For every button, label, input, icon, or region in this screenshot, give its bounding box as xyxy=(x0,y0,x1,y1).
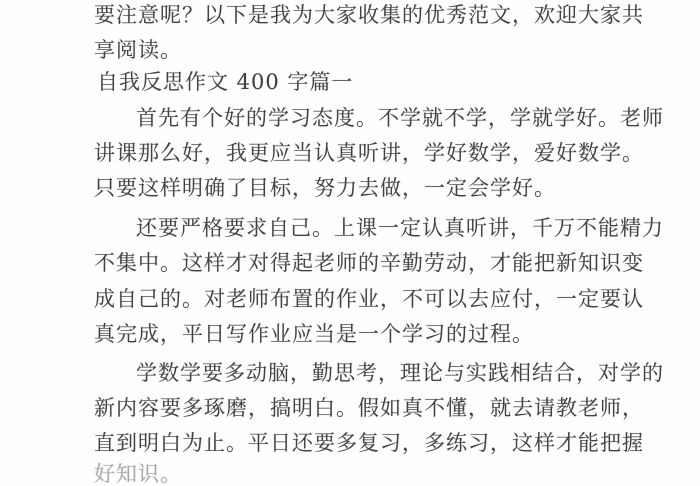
essay-title: 自我反思作文 400 字篇一 xyxy=(97,70,354,94)
text-line: 成自己的。对老师布置的作业，不可以去应付，一定要认 xyxy=(94,287,644,311)
text-line: 学数学要多动脑，勤思考，理论与实践相结合，对学的 xyxy=(136,361,664,385)
text-line: 讲课那么好，我更应当认真听讲，学好数学，爱好数学。 xyxy=(94,141,644,165)
text-line: 享阅读。 xyxy=(94,38,182,62)
text-line-cutoff: 好知识。 xyxy=(94,462,182,486)
text-line: 还要严格要求自己。上课一定认真听讲，千万不能精力 xyxy=(136,216,664,240)
text-line: 真完成，平日写作业应当是一个学习的过程。 xyxy=(94,322,534,346)
text-line: 只要这样明确了目标，努力去做，一定会学好。 xyxy=(94,176,556,200)
text-line: 要注意呢？以下是我为大家收集的优秀范文，欢迎大家共 xyxy=(94,3,644,27)
text-line: 首先有个好的学习态度。不学就不学，学就学好。老师 xyxy=(136,106,664,130)
text-line: 直到明白为止。平日还要多复习，多练习，这样才能把握 xyxy=(94,431,644,455)
text-line: 新内容要多琢磨，搞明白。假如真不懂，就去请教老师， xyxy=(94,396,644,420)
text-line: 不集中。这样才对得起老师的辛勤劳动，才能把新知识变 xyxy=(94,251,644,275)
